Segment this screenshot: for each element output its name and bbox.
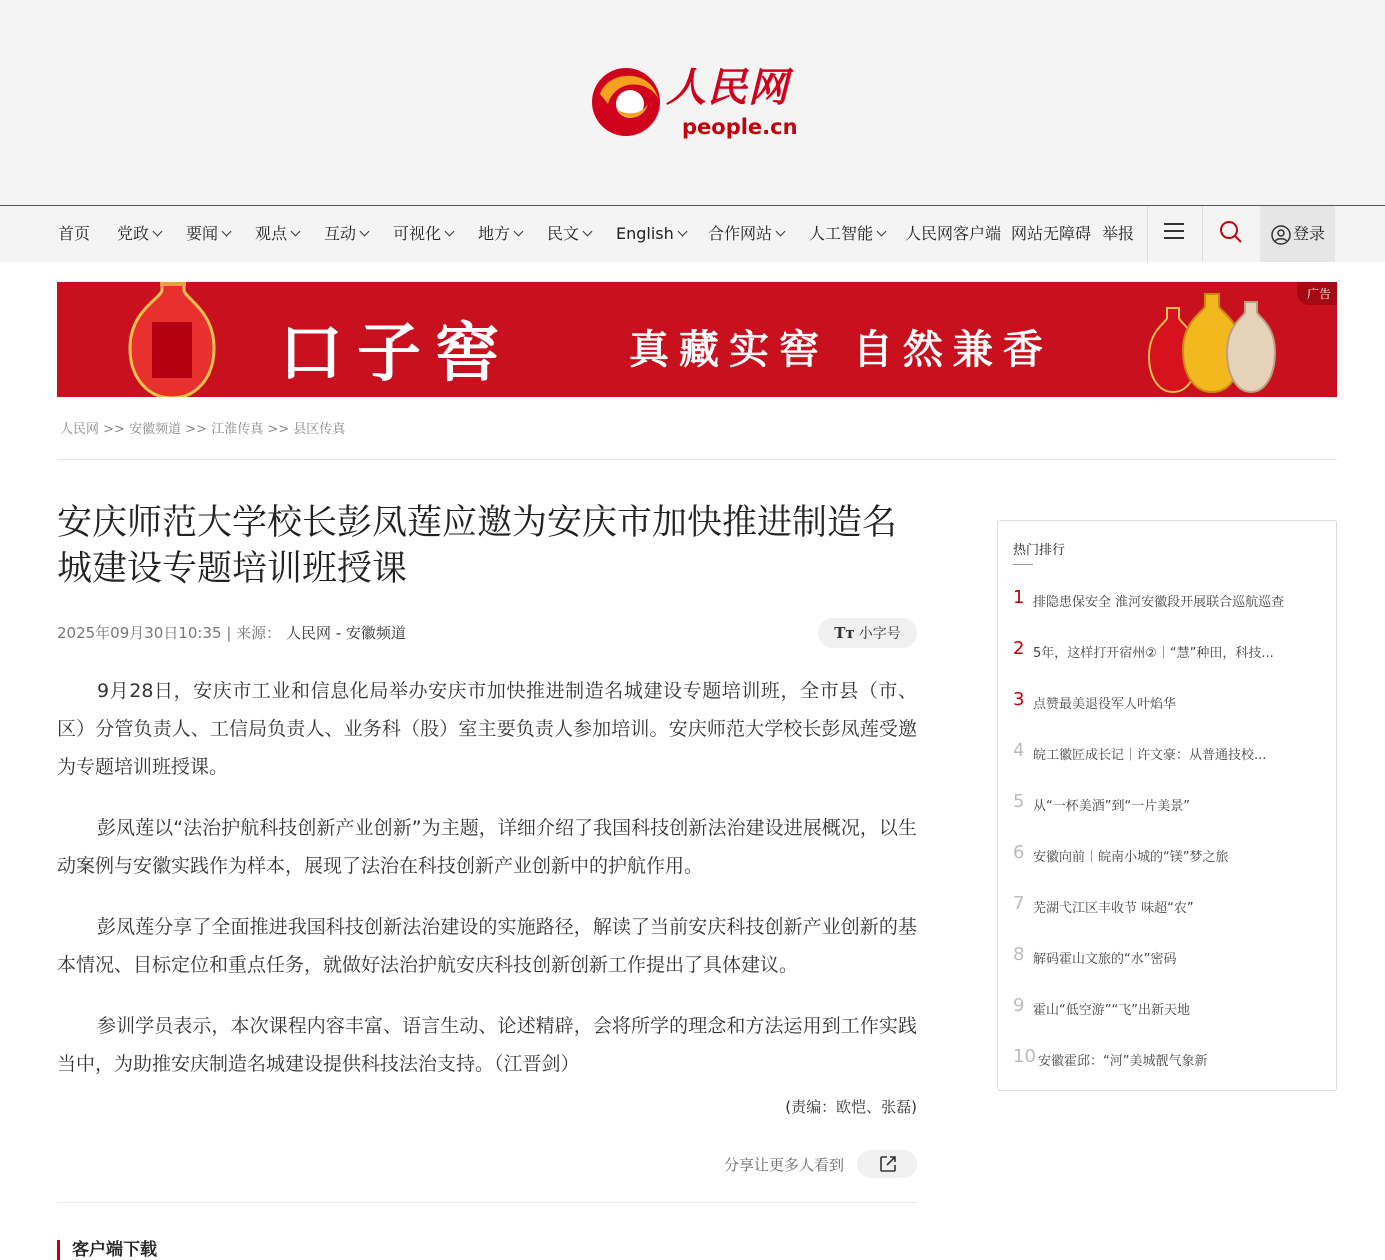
nav-accessibility[interactable]: 网站无障碍: [1011, 224, 1092, 243]
article-paragraph: 参训学员表示，本次课程内容丰富、语言生动、论述精辟，会将所学的理念和方法运用到工作实践当中，为助推安庆制造名城建设提供科技法治支持。（江晋剑）: [57, 1015, 917, 1075]
ad-banner[interactable]: [57, 282, 1337, 397]
hot-item[interactable]: [1013, 1046, 1328, 1076]
login-label: 登录: [1293, 224, 1326, 243]
hot-item[interactable]: [1013, 689, 1328, 719]
hot-title-underline: [1013, 564, 1033, 565]
main-nav: [0, 206, 1385, 262]
chevron-down-icon: [877, 227, 887, 237]
breadcrumb-home[interactable]: 人民网: [60, 422, 100, 437]
nav-home[interactable]: 首页: [58, 224, 91, 243]
ad-tag: 广告: [1297, 282, 1337, 305]
chevron-down-icon: [583, 227, 593, 237]
hot-text[interactable]: 排隐患保安全 淮河安徽段开展联合巡航巡查: [1033, 595, 1285, 610]
hot-rank: 5: [1013, 791, 1025, 812]
chevron-down-icon: [360, 227, 370, 237]
article-paragraph: 9月28日，安庆市工业和信息化局举办安庆市加快推进制造名城建设专题培训班，全市县（市、区）分管负责人、工信局负责人、业务科（股）室主要负责人参加培训。安庆师范大学校长彭凤莲受邀为专题培训班授课。: [57, 680, 917, 778]
nav-minwen[interactable]: 民文: [547, 206, 591, 262]
logo-swirl-icon: [590, 64, 662, 138]
hot-rank: 2: [1013, 638, 1025, 659]
hot-rank: 10: [1013, 1046, 1036, 1067]
hot-item[interactable]: [1013, 944, 1328, 974]
article-title: 安庆师范大学校长彭凤莲应邀为安庆市加快推进制造名城建设专题培训班授课: [57, 503, 898, 589]
hot-ranking-title: 热门排行: [1013, 543, 1066, 558]
font-size-label: 小字号: [858, 626, 901, 642]
breadcrumb-sep: >>: [185, 422, 208, 437]
hot-text[interactable]: 点赞最美退役军人叶焰华: [1033, 697, 1177, 712]
hot-rank: 8: [1013, 944, 1025, 965]
chevron-down-icon: [153, 227, 163, 237]
chevron-down-icon: [291, 227, 301, 237]
font-size-toggle[interactable]: [818, 618, 917, 648]
share-label: 分享让更多人看到: [724, 1156, 845, 1174]
nav-partners[interactable]: 合作网站: [708, 206, 784, 262]
article-paragraph: 彭凤莲分享了全面推进我国科技创新法治建设的实施路径，解读了当前安庆科技创新产业创新的基本情况、目标定位和重点任务，就做好法治护航安庆科技创新创新工作提出了具体建议。: [57, 916, 917, 976]
article-source[interactable]: 人民网 - 安徽频道: [285, 624, 406, 642]
breadcrumb-anhui[interactable]: 安徽频道: [129, 422, 182, 437]
divider: [57, 459, 1337, 460]
breadcrumb-jianghuai[interactable]: 江淮传真: [211, 422, 264, 437]
search-icon: [1219, 220, 1243, 244]
nav-divider: [1202, 206, 1203, 262]
hot-item[interactable]: [1013, 638, 1328, 668]
hot-text[interactable]: 芜湖弋江区丰收节 味超“农”: [1033, 901, 1194, 916]
hot-rank: 6: [1013, 842, 1025, 863]
divider: [57, 1202, 917, 1203]
nav-dangzheng[interactable]: 党政: [117, 206, 161, 262]
ad-slogan: 真藏实窖 自然兼香: [629, 326, 1053, 373]
client-download-heading: 客户端下载: [57, 1240, 157, 1260]
hot-rank: 4: [1013, 740, 1025, 761]
chevron-down-icon: [445, 227, 455, 237]
hot-item[interactable]: [1013, 893, 1328, 923]
search-button[interactable]: [1219, 220, 1243, 246]
hot-text[interactable]: 解码霍山文旅的“水”密码: [1033, 952, 1177, 967]
liquor-bottle-icon: [112, 282, 232, 397]
hot-text[interactable]: 安徽霍邱：“河”美城靓气象新: [1038, 1054, 1208, 1069]
nav-report[interactable]: 举报: [1102, 224, 1135, 243]
login-button[interactable]: [1260, 206, 1335, 262]
chevron-down-icon: [514, 227, 524, 237]
nav-difang[interactable]: 地方: [478, 206, 522, 262]
logo-cn-text: 人民网: [666, 64, 789, 111]
logo-en-text: people.cn: [682, 115, 798, 139]
article-meta: [57, 622, 406, 643]
share-icon: [879, 1155, 897, 1173]
breadcrumb-county[interactable]: 县区传真: [293, 422, 346, 437]
breadcrumb: [60, 418, 345, 437]
hot-rank: 7: [1013, 893, 1025, 914]
chevron-down-icon: [677, 227, 687, 237]
article-paragraph: 彭凤莲以“法治护航科技创新产业创新”为主题，详细介绍了我国科技创新法治建设进展概况，以生动案例与安徽实践作为样本，展现了法治在科技创新产业创新中的护航作用。: [57, 817, 917, 877]
ad-brand: 口子窖: [279, 316, 513, 391]
breadcrumb-sep: >>: [103, 422, 125, 437]
chevron-down-icon: [776, 227, 786, 237]
hot-item[interactable]: [1013, 740, 1328, 770]
site-logo[interactable]: [590, 60, 805, 142]
hot-item[interactable]: [1013, 791, 1328, 821]
share-bar[interactable]: [716, 1150, 917, 1178]
article-source-prefix: | 来源：: [226, 624, 282, 642]
hot-text[interactable]: 霍山“低空游”“飞”出新天地: [1033, 1003, 1190, 1018]
breadcrumb-sep: >>: [267, 422, 290, 437]
hot-item[interactable]: [1013, 995, 1328, 1025]
nav-ai[interactable]: 人工智能: [809, 206, 885, 262]
hot-item[interactable]: [1013, 842, 1328, 872]
menu-button[interactable]: [1163, 220, 1185, 246]
hot-text[interactable]: 皖工徽匠成长记｜许文豪：从普通技校...: [1033, 748, 1267, 763]
nav-english[interactable]: English: [616, 206, 686, 262]
user-icon: [1271, 225, 1291, 245]
hot-text[interactable]: 从“一杯美酒”到“一片美景”: [1033, 799, 1190, 814]
liquor-bottles-icon: [1147, 288, 1277, 396]
hot-ranking-panel: [997, 520, 1337, 1091]
article-editor: (责编：欧恺、张磊): [785, 1098, 917, 1116]
hot-rank: 9: [1013, 995, 1025, 1016]
nav-guandian[interactable]: 观点: [255, 206, 299, 262]
nav-hudong[interactable]: 互动: [324, 206, 368, 262]
hot-text[interactable]: 5年，这样打开宿州②｜“慧”种田，科技...: [1033, 646, 1274, 661]
nav-divider: [1147, 206, 1148, 262]
menu-icon: [1163, 220, 1185, 242]
chevron-down-icon: [222, 227, 232, 237]
font-size-icon: Tт: [834, 624, 855, 642]
share-button[interactable]: [857, 1150, 917, 1178]
hot-item[interactable]: [1013, 587, 1328, 617]
hot-text[interactable]: 安徽向前｜皖南小城的“镁”梦之旅: [1033, 850, 1229, 865]
site-header: [0, 0, 1385, 206]
article-date: 2025年09月30日10:35: [57, 624, 222, 642]
nav-yaowen[interactable]: 要闻: [186, 206, 230, 262]
hot-rank: 1: [1013, 587, 1025, 608]
nav-client[interactable]: 人民网客户端: [905, 224, 1002, 243]
hot-rank: 3: [1013, 689, 1025, 710]
nav-keshihua[interactable]: 可视化: [393, 206, 453, 262]
